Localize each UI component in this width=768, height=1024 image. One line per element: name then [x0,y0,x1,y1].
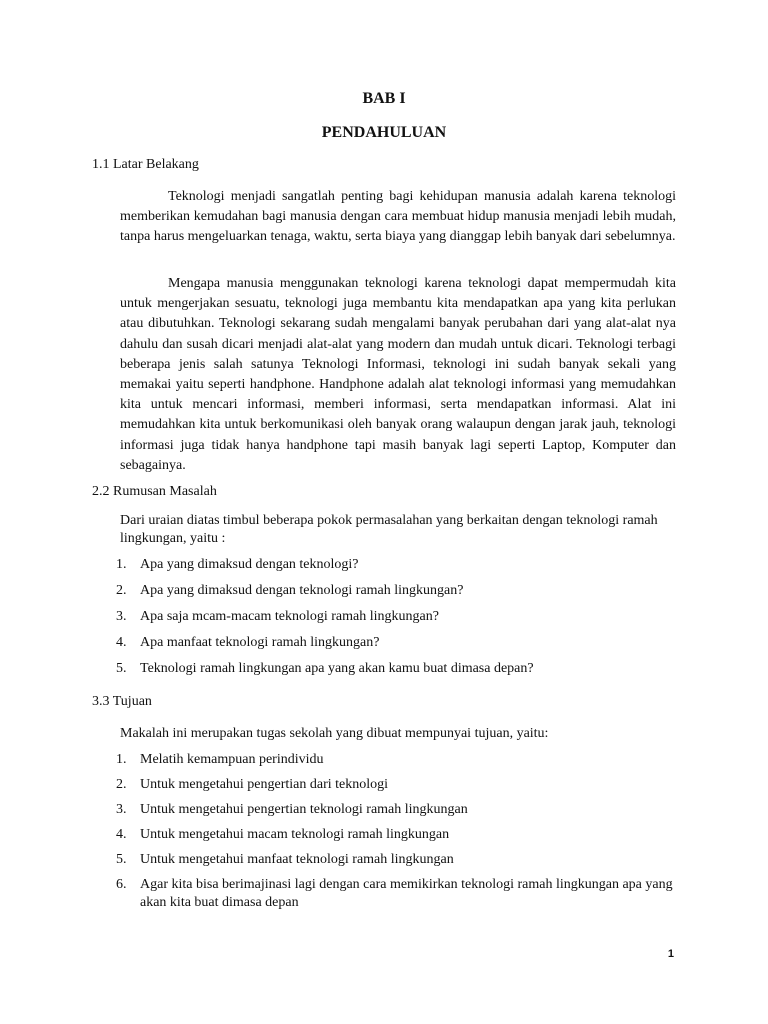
list-text: Apa yang dimaksud dengan teknologi? [140,557,359,572]
list-text: Apa manfaat teknologi ramah lingkungan? [140,635,380,650]
chapter-label: BAB I [362,90,406,107]
list-item [116,826,676,844]
paragraph-1: Teknologi menjadi sangatlah penting bagi kehidupan manusia adalah karena teknologi memberikan kemudahan bagi manusia dengan cara membuat hidup manusia menjadi lebih mudah, tanpa harus mengeluarkan tenaga, waktu, serta biaya yang dianggap lebih banyak dari sebelumnya. [120,189,676,245]
list-item [116,582,676,600]
list-item [116,634,676,652]
tujuan-list [116,751,676,912]
list-number: 4. [116,635,127,650]
list-number: 3. [116,609,127,624]
section-heading-tujuan: 3.3 Tujuan [92,694,152,709]
list-text: Untuk mengetahui macam teknologi ramah lingkungan [140,827,450,842]
list-number: 2. [116,583,127,598]
list-text: Untuk mengetahui pengertian teknologi ramah lingkungan [140,802,468,817]
section-heading-rumusan-masalah: 2.2 Rumusan Masalah [92,484,217,499]
paragraph-2: Mengapa manusia menggunakan teknologi karena teknologi dapat mempermudah kita untuk mengerjakan sesuatu, teknologi juga membantu kita mendapatkan apa yang kita perlukan atau dibutuhkan. Teknologi sekarang sudah mengalami banyak perubahan dari yang alat-alat nya dahulu dan susah dicari menjadi alat-alat yang modern dan mudah untuk dicari. Teknologi terbagi beberapa jenis salah satunya Teknologi Informasi, teknologi ini sudah banyak sekali yang memakai yaitu seperti handphone. Handphone adalah alat teknologi informasi yang memudahkan kita untuk mencari informasi, memberi informasi, serta mendapatkan informasi. Alat ini memudahkan kita untuk berkomunikasi oleh banyak orang walaupun dengan jarak jauh, teknologi informasi juga tidak hanya handphone tapi masih banyak lagi seperti Laptop, Komputer dan sebagainya. [120,276,676,473]
list-item [116,876,676,912]
list-item [116,801,676,819]
list-number: 3. [116,802,127,817]
list-number: 1. [116,557,127,572]
list-item [116,660,676,678]
list-number: 5. [116,852,127,867]
list-text: Apa yang dimaksud dengan teknologi ramah lingkungan? [140,583,464,598]
list-text: Teknologi ramah lingkungan apa yang akan kamu buat dimasa depan? [140,661,534,676]
list-number: 4. [116,827,127,842]
list-item [116,851,676,869]
list-item [116,776,676,794]
list-number: 1. [116,752,127,767]
list-item [116,556,676,574]
list-text: Apa saja mcam-macam teknologi ramah lingkungan? [140,609,439,624]
list-number: 5. [116,661,127,676]
page-number: 1 [667,948,674,960]
list-number: 2. [116,777,127,792]
list-text: Melatih kemampuan perindividu [140,752,324,767]
list-item [116,751,676,769]
list-number: 6. [116,877,127,892]
rumusan-intro: Dari uraian diatas timbul beberapa pokok permasalahan yang berkaitan dengan teknologi ramah lingkungan, yaitu : [120,513,658,546]
chapter-title: PENDAHULUAN [321,124,447,141]
rumusan-list [116,556,676,678]
list-item [116,608,676,626]
list-text: Agar kita bisa berimajinasi lagi dengan cara memikirkan teknologi ramah lingkungan apa yang akan kita buat dimasa depan [140,877,673,910]
section-heading-latar-belakang: 1.1 Latar Belakang [92,157,199,172]
tujuan-intro: Makalah ini merupakan tugas sekolah yang dibuat mempunyai tujuan, yaitu: [120,726,549,741]
list-text: Untuk mengetahui pengertian dari teknologi [140,777,389,792]
list-text: Untuk mengetahui manfaat teknologi ramah lingkungan [140,852,454,867]
